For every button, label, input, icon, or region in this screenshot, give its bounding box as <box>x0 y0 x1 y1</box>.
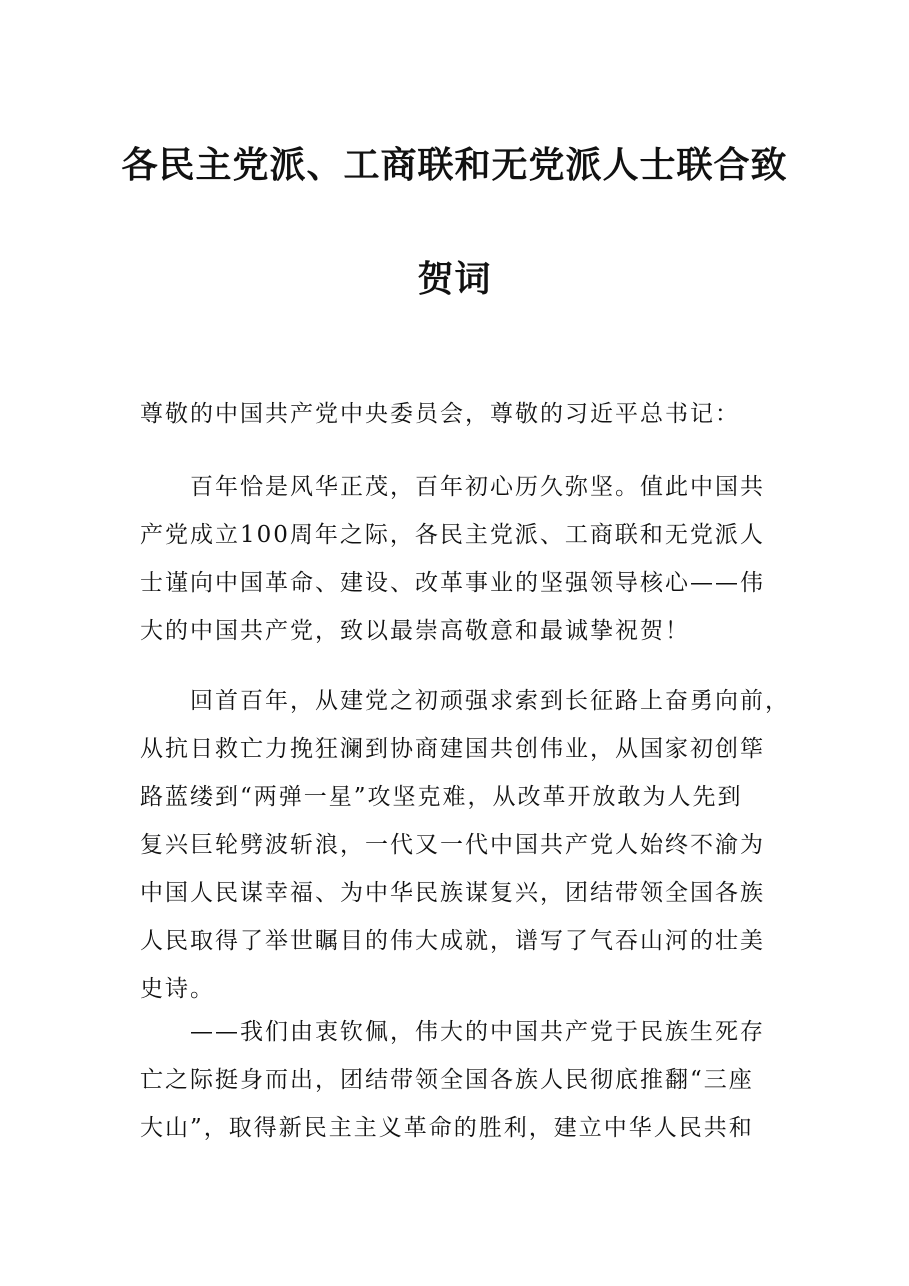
document-title-line-2: 贺词 <box>417 258 492 300</box>
paragraph-line: 史诗。 <box>140 976 215 1002</box>
paragraph-line: 中国人民谋幸福、为中华民族谋复兴，团结带领全国各族 <box>140 880 765 906</box>
paragraph-line: 大的中国共产党，致以最崇高敬意和最诚挚祝贺！ <box>140 618 690 644</box>
paragraph-line: 士谨向中国革命、建设、改革事业的坚强领导核心——伟 <box>140 570 765 596</box>
paragraph-line: 产党成立100周年之际，各民主党派、工商联和无党派人 <box>140 522 765 548</box>
paragraph-line: 路蓝缕到“两弹一星”攻坚克难，从改革开放敢为人先到 <box>140 784 743 810</box>
paragraph-line: 复兴巨轮劈波斩浪，一代又一代中国共产党人始终不渝为 <box>140 832 765 858</box>
paragraph-line: 亡之际挺身而出，团结带领全国各族人民彻底推翻“三座 <box>140 1067 754 1093</box>
paragraph-line: 回首百年，从建党之初顽强求索到长征路上奋勇向前， <box>140 688 790 714</box>
salutation: 尊敬的中国共产党中央委员会，尊敬的习近平总书记： <box>140 401 740 427</box>
paragraph-line: 人民取得了举世瞩目的伟大成就，谱写了气吞山河的壮美 <box>140 928 765 954</box>
document-title-line-1: 各民主党派、工商联和无党派人士联合致 <box>121 144 788 186</box>
paragraph-line: 大山”，取得新民主主义革命的胜利，建立中华人民共和 <box>140 1115 754 1141</box>
paragraph-line: 百年恰是风华正茂，百年初心历久弥坚。值此中国共 <box>140 474 765 500</box>
paragraph-line: 从抗日救亡力挽狂澜到协商建国共创伟业，从国家初创筚 <box>140 736 765 762</box>
paragraph-line: ——我们由衷钦佩，伟大的中国共产党于民族生死存 <box>140 1019 765 1045</box>
